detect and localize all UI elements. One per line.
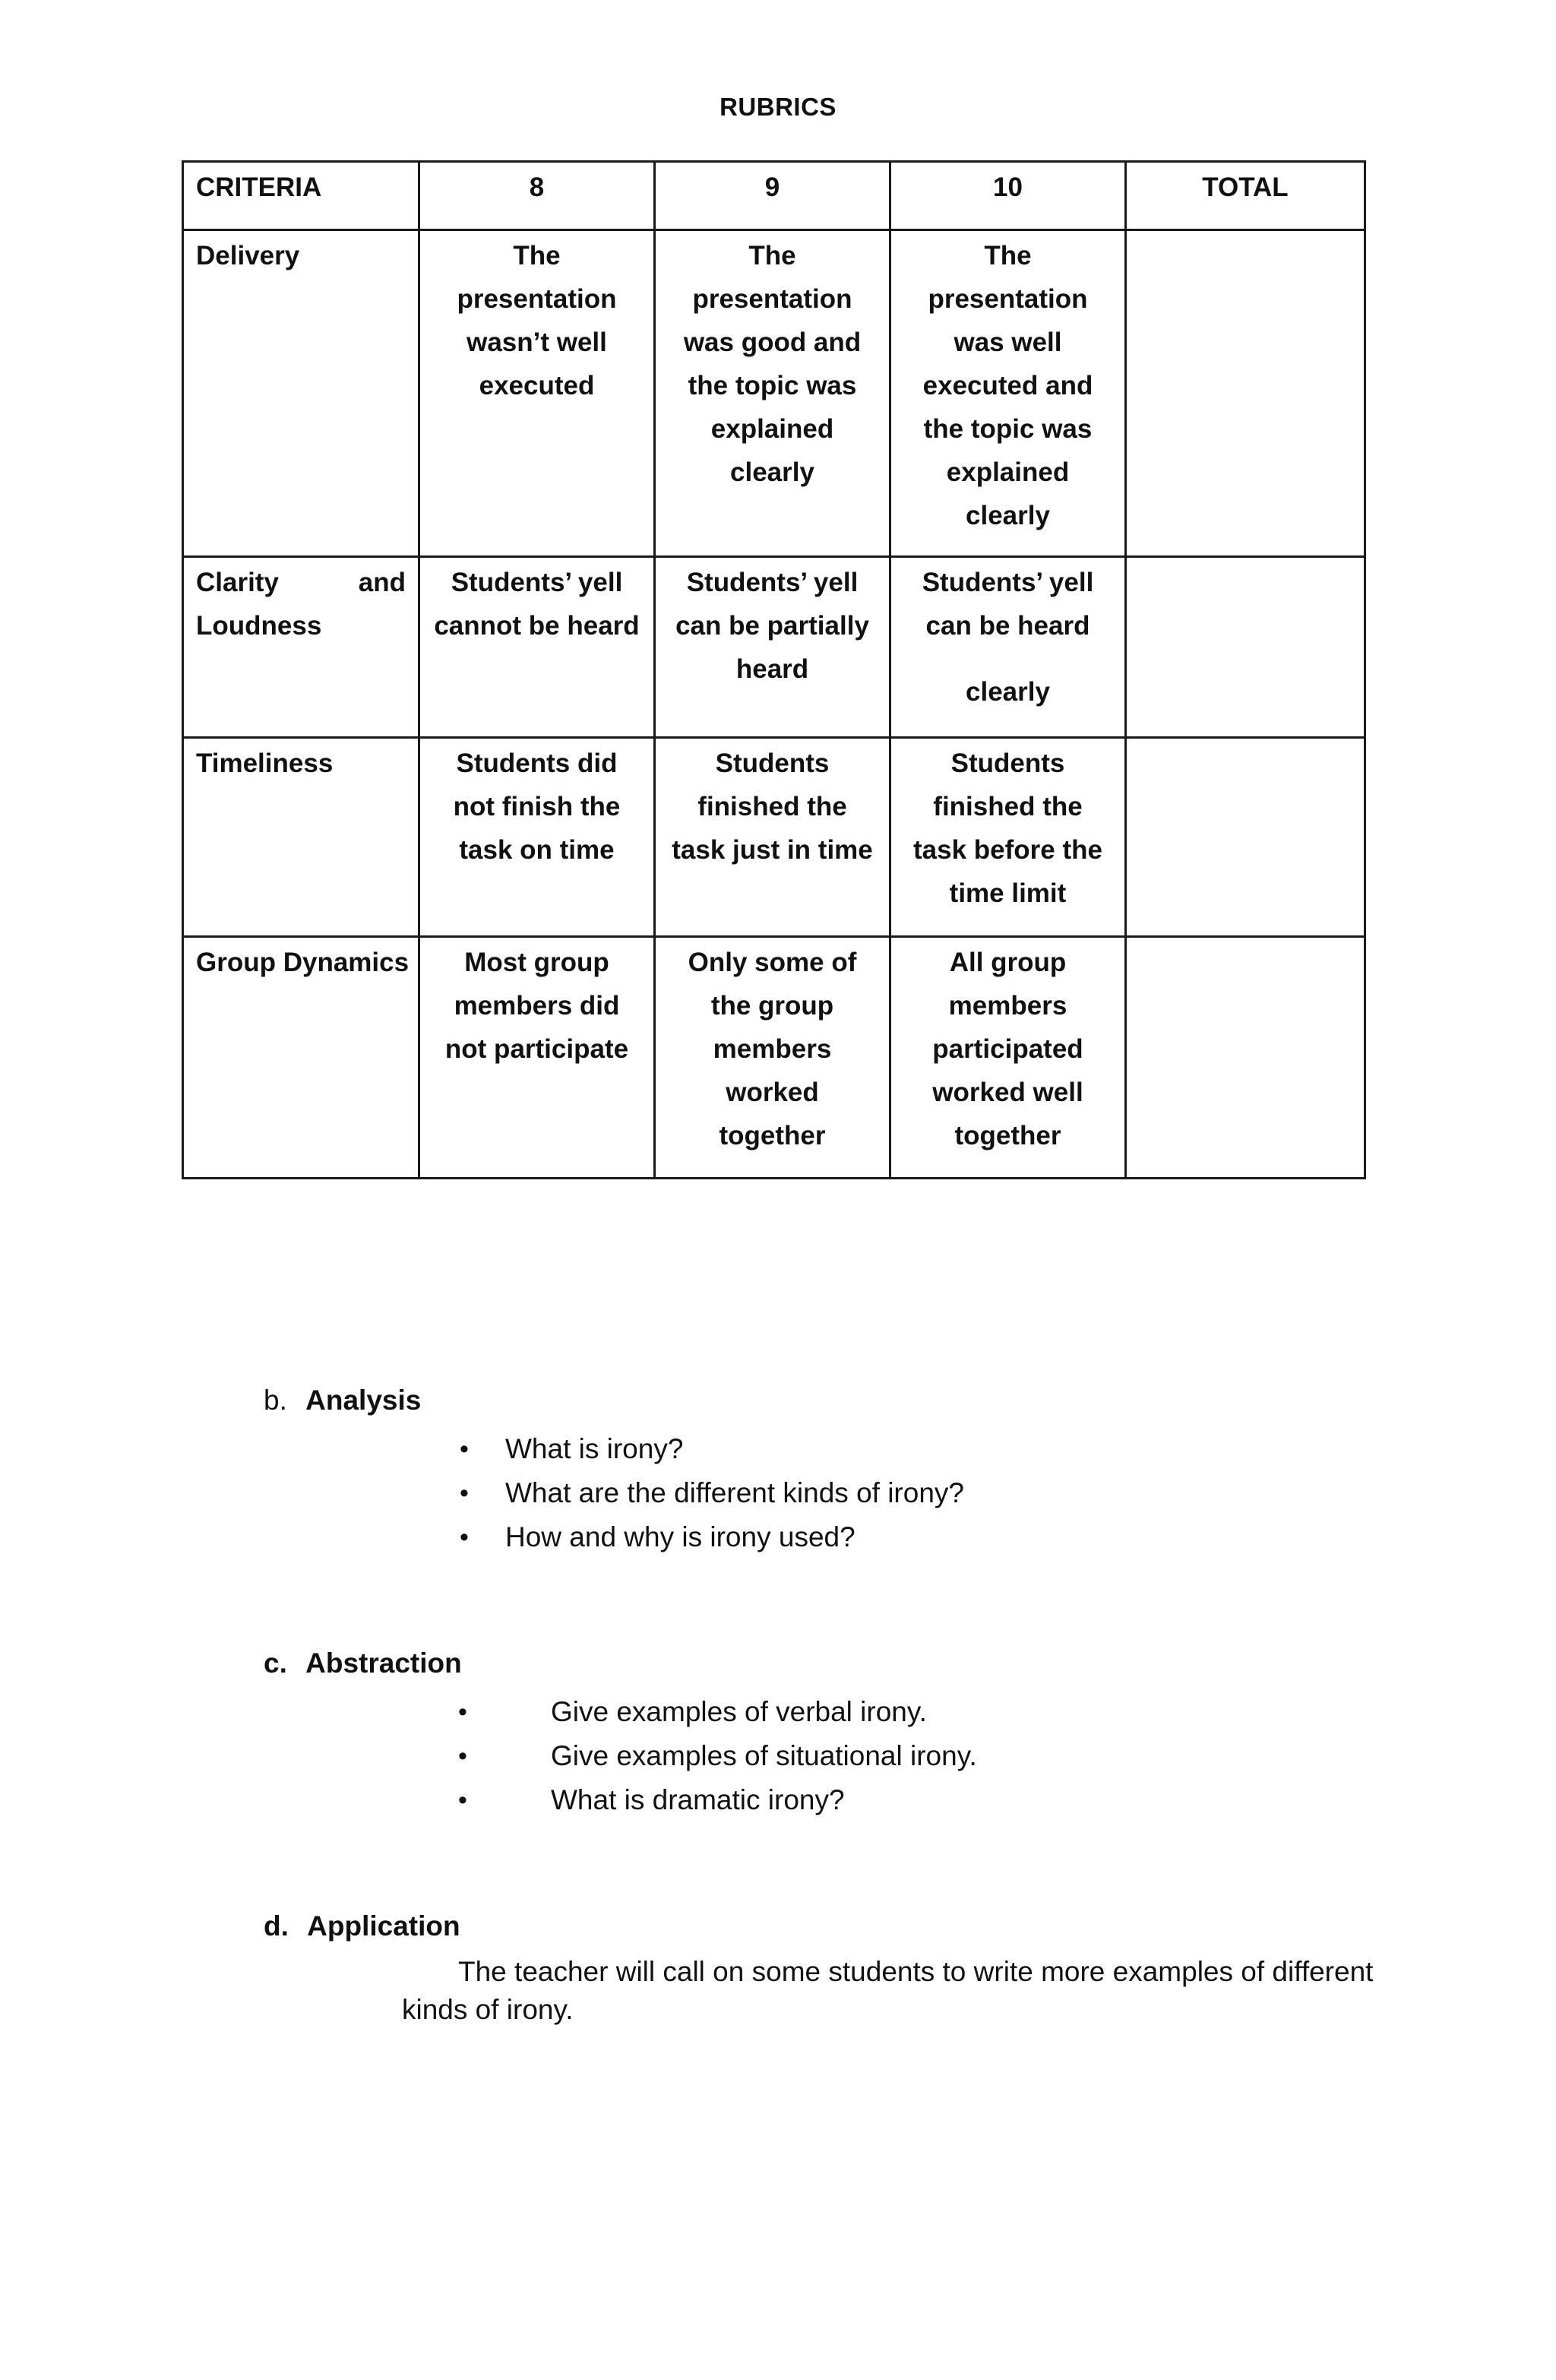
header-score-9: 9	[655, 162, 890, 230]
list-item	[460, 1515, 964, 1559]
header-score-10: 10	[890, 162, 1126, 230]
score-10-cell: All group members participated worked well together	[890, 937, 1126, 1179]
score-10-text-extra: clearly	[966, 677, 1050, 707]
bullet-icon: •	[458, 1786, 467, 1815]
list-item-text: How and why is irony used?	[505, 1521, 855, 1552]
criteria-word: and	[358, 568, 406, 597]
section-label: c.	[264, 1647, 287, 1679]
score-9-cell: Students’ yell can be partially heard	[655, 557, 890, 738]
bullet-icon: •	[458, 1698, 467, 1726]
list-item	[458, 1778, 977, 1822]
criteria-cell: Group Dynamics	[183, 937, 419, 1179]
score-10-cell	[890, 557, 1126, 738]
abstraction-list	[458, 1690, 977, 1822]
analysis-heading	[264, 1385, 421, 1416]
list-item-text: What is dramatic irony?	[551, 1784, 845, 1815]
list-item-text: Give examples of situational irony.	[551, 1740, 977, 1771]
criteria-cell: Delivery	[183, 230, 419, 557]
score-8-cell: Most group members did not participate	[419, 937, 655, 1179]
list-item-text: What are the different kinds of irony?	[505, 1477, 964, 1508]
section-title: Abstraction	[305, 1647, 462, 1679]
list-item	[460, 1471, 964, 1515]
abstraction-heading	[264, 1647, 462, 1679]
criteria-word: Clarity	[196, 568, 279, 597]
bullet-icon: •	[460, 1523, 469, 1552]
analysis-list	[460, 1427, 964, 1559]
score-10-cell: Students finished the task before the time limit	[890, 738, 1126, 937]
score-10-cell: The presentation was well executed and the topic was explained clearly	[890, 230, 1126, 557]
criteria-line: Loudness	[196, 611, 322, 641]
section-label: d.	[264, 1910, 289, 1942]
table-header-row	[183, 162, 1365, 230]
list-item	[458, 1690, 977, 1734]
header-total: TOTAL	[1126, 162, 1365, 230]
section-title: Application	[307, 1910, 460, 1942]
rubric-table	[182, 160, 1366, 1179]
criteria-line	[196, 561, 406, 604]
score-9-cell: Students finished the task just in time	[655, 738, 890, 937]
application-text-line-2: kinds of irony.	[402, 1994, 574, 2025]
list-item	[458, 1734, 977, 1778]
total-cell	[1126, 937, 1365, 1179]
table-row	[183, 230, 1365, 557]
score-8-cell: The presentation wasn’t well executed	[419, 230, 655, 557]
bullet-icon: •	[458, 1742, 467, 1771]
header-criteria: CRITERIA	[183, 162, 419, 230]
table-row	[183, 937, 1365, 1179]
application-text-line-1: The teacher will call on some students to write more examples of different	[458, 1956, 1374, 1987]
table-row	[183, 738, 1365, 937]
list-item-text: Give examples of verbal irony.	[551, 1696, 927, 1727]
application-heading	[264, 1910, 460, 1942]
table-row	[183, 557, 1365, 738]
total-cell	[1126, 557, 1365, 738]
list-item	[460, 1427, 964, 1471]
score-8-cell: Students’ yell cannot be heard	[419, 557, 655, 738]
list-item-text: What is irony?	[505, 1433, 684, 1464]
header-score-8: 8	[419, 162, 655, 230]
score-10-text: Students’ yell can be heard	[922, 568, 1094, 641]
section-label: b.	[264, 1385, 287, 1416]
total-cell	[1126, 230, 1365, 557]
total-cell	[1126, 738, 1365, 937]
bullet-icon: •	[460, 1435, 469, 1464]
section-title: Analysis	[305, 1385, 422, 1416]
criteria-cell	[183, 557, 419, 738]
bullet-icon: •	[460, 1479, 469, 1508]
criteria-cell: Timeliness	[183, 738, 419, 937]
score-9-cell: The presentation was good and the topic was explained clearly	[655, 230, 890, 557]
score-9-cell: Only some of the group members worked together	[655, 937, 890, 1179]
score-8-cell: Students did not finish the task on time	[419, 738, 655, 937]
page-title: RUBRICS	[719, 93, 837, 121]
